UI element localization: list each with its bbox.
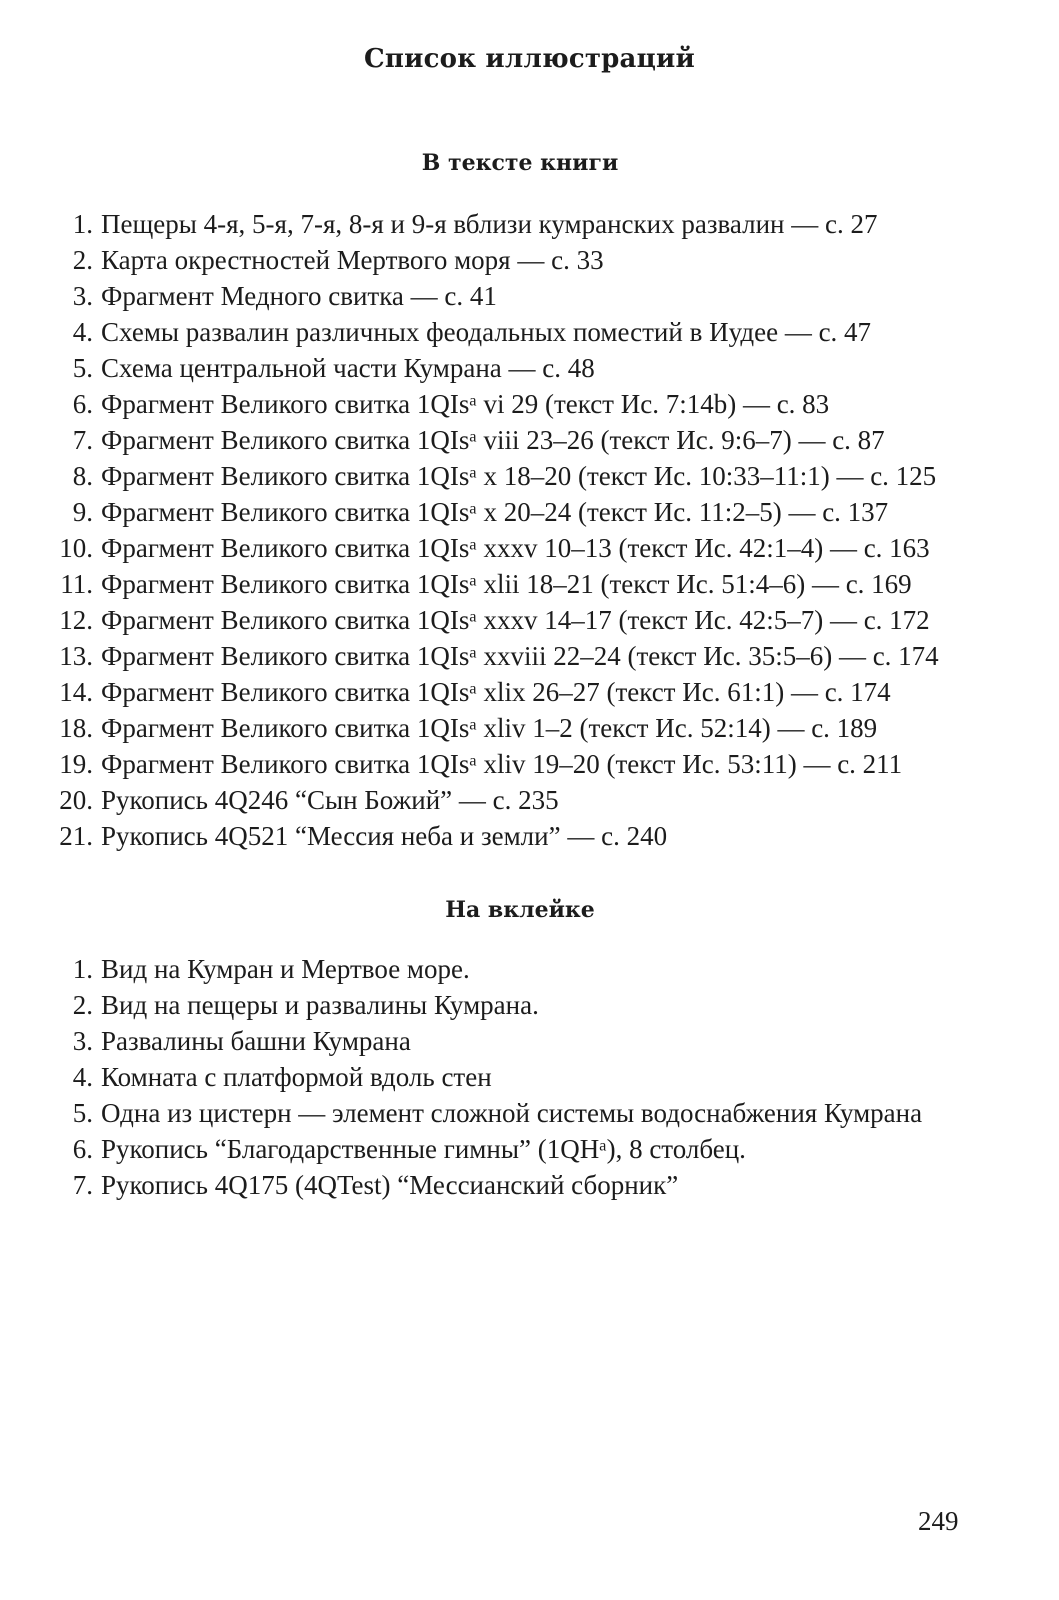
- item-text: Фрагмент Великого свитка 1QIsᵃ viii 23–26 (текст Ис. 9:6–7) — с. 87: [101, 425, 885, 455]
- list-item: [55, 1131, 922, 1167]
- item-text: Комната с платформой вдоль стен: [101, 1062, 492, 1092]
- illustrations-list-insert: [55, 951, 922, 1203]
- item-number: 4.: [72, 317, 93, 347]
- item-number: 2.: [72, 990, 93, 1020]
- item-text: Рукопись 4Q175 (4QTest) “Мессианский сборник”: [101, 1170, 679, 1200]
- section-heading-in-text: В тексте книги: [421, 150, 619, 176]
- illustrations-list-in-text: [55, 206, 939, 854]
- item-number: 8.: [72, 461, 93, 491]
- item-number: 14.: [59, 677, 93, 707]
- item-text: Рукопись “Благодарственные гимны” (1QHᵃ), 8 столбец.: [101, 1134, 746, 1164]
- item-number: 7.: [72, 1170, 93, 1200]
- item-text: Фрагмент Великого свитка 1QIsᵃ xxxv 14–17 (текст Ис. 42:5–7) — с. 172: [101, 605, 930, 635]
- item-text: Вид на пещеры и развалины Кумрана.: [101, 990, 539, 1020]
- item-text: Фрагмент Великого свитка 1QIsᵃ xlix 26–27 (текст Ис. 61:1) — с. 174: [101, 677, 891, 707]
- item-text: Фрагмент Великого свитка 1QIsᵃ xxviii 22–24 (текст Ис. 35:5–6) — с. 174: [101, 641, 939, 671]
- item-text: Пещеры 4-я, 5-я, 7-я, 8-я и 9-я вблизи кумранских развалин — с. 27: [101, 209, 878, 239]
- item-number: 1.: [72, 209, 93, 239]
- list-item: [55, 1095, 922, 1131]
- list-item: [55, 314, 939, 350]
- list-item: [55, 674, 939, 710]
- list-item: [55, 746, 939, 782]
- page-number: 249: [918, 1506, 959, 1536]
- item-number: 5.: [72, 1098, 93, 1128]
- item-text: Фрагмент Великого свитка 1QIsᵃ xxxv 10–13 (текст Ис. 42:1–4) — с. 163: [101, 533, 930, 563]
- list-item: [55, 458, 939, 494]
- item-text: Рукопись 4Q246 “Сын Божий” — с. 235: [101, 785, 559, 815]
- item-text: Вид на Кумран и Мертвое море.: [101, 954, 470, 984]
- item-text: Фрагмент Великого свитка 1QIsᵃ vi 29 (текст Ис. 7:14b) — с. 83: [101, 389, 830, 419]
- list-item: [55, 1167, 922, 1203]
- item-number: 5.: [72, 353, 93, 383]
- item-number: 6.: [72, 1134, 93, 1164]
- item-number: 20.: [59, 785, 93, 815]
- item-number: 19.: [59, 749, 93, 779]
- item-number: 6.: [72, 389, 93, 419]
- section-heading-insert: На вклейке: [445, 897, 595, 923]
- item-text: Одна из цистерн — элемент сложной системы водоснабжения Кумрана: [101, 1098, 923, 1128]
- item-number: 2.: [72, 245, 93, 275]
- list-item: [55, 1023, 922, 1059]
- list-item: [55, 1059, 922, 1095]
- item-text: Схемы развалин различных феодальных поместий в Иудее — с. 47: [101, 317, 872, 347]
- item-text: Карта окрестностей Мертвого моря — с. 33: [101, 245, 604, 275]
- item-number: 1.: [72, 954, 93, 984]
- item-number: 18.: [59, 713, 93, 743]
- item-number: 11.: [60, 569, 93, 599]
- list-item: [55, 818, 939, 854]
- item-text: Схема центральной части Кумрана — с. 48: [101, 353, 595, 383]
- item-text: Рукопись 4Q521 “Мессия неба и земли” — с. 240: [101, 821, 668, 851]
- item-number: 3.: [72, 281, 93, 311]
- item-text: Фрагмент Медного свитка — с. 41: [101, 281, 497, 311]
- list-item: [55, 350, 939, 386]
- list-item: [55, 987, 922, 1023]
- list-item: [55, 530, 939, 566]
- item-number: 21.: [59, 821, 93, 851]
- list-item: [55, 951, 922, 987]
- list-item: [55, 782, 939, 818]
- item-number: 9.: [72, 497, 93, 527]
- list-item: [55, 422, 939, 458]
- item-text: Фрагмент Великого свитка 1QIsᵃ xliv 19–20 (текст Ис. 53:11) — с. 211: [101, 749, 903, 779]
- item-text: Фрагмент Великого свитка 1QIsᵃ xliv 1–2 (текст Ис. 52:14) — с. 189: [101, 713, 878, 743]
- list-item: [55, 638, 939, 674]
- item-number: 7.: [72, 425, 93, 455]
- list-item: [55, 566, 939, 602]
- item-text: Фрагмент Великого свитка 1QIsᵃ x 18–20 (текст Ис. 10:33–11:1) — с. 125: [101, 461, 937, 491]
- list-item: [55, 278, 939, 314]
- item-number: 4.: [72, 1062, 93, 1092]
- item-number: 10.: [59, 533, 93, 563]
- item-number: 12.: [59, 605, 93, 635]
- list-item: [55, 242, 939, 278]
- item-number: 3.: [72, 1026, 93, 1056]
- page-title: Список иллюстраций: [364, 44, 695, 74]
- list-item: [55, 710, 939, 746]
- item-text: Фрагмент Великого свитка 1QIsᵃ x 20–24 (текст Ис. 11:2–5) — с. 137: [101, 497, 889, 527]
- list-item: [55, 206, 939, 242]
- item-text: Фрагмент Великого свитка 1QIsᵃ xlii 18–21 (текст Ис. 51:4–6) — с. 169: [101, 569, 912, 599]
- list-item: [55, 602, 939, 638]
- list-item: [55, 386, 939, 422]
- list-item: [55, 494, 939, 530]
- item-text: Развалины башни Кумрана: [101, 1026, 411, 1056]
- item-number: 13.: [59, 641, 93, 671]
